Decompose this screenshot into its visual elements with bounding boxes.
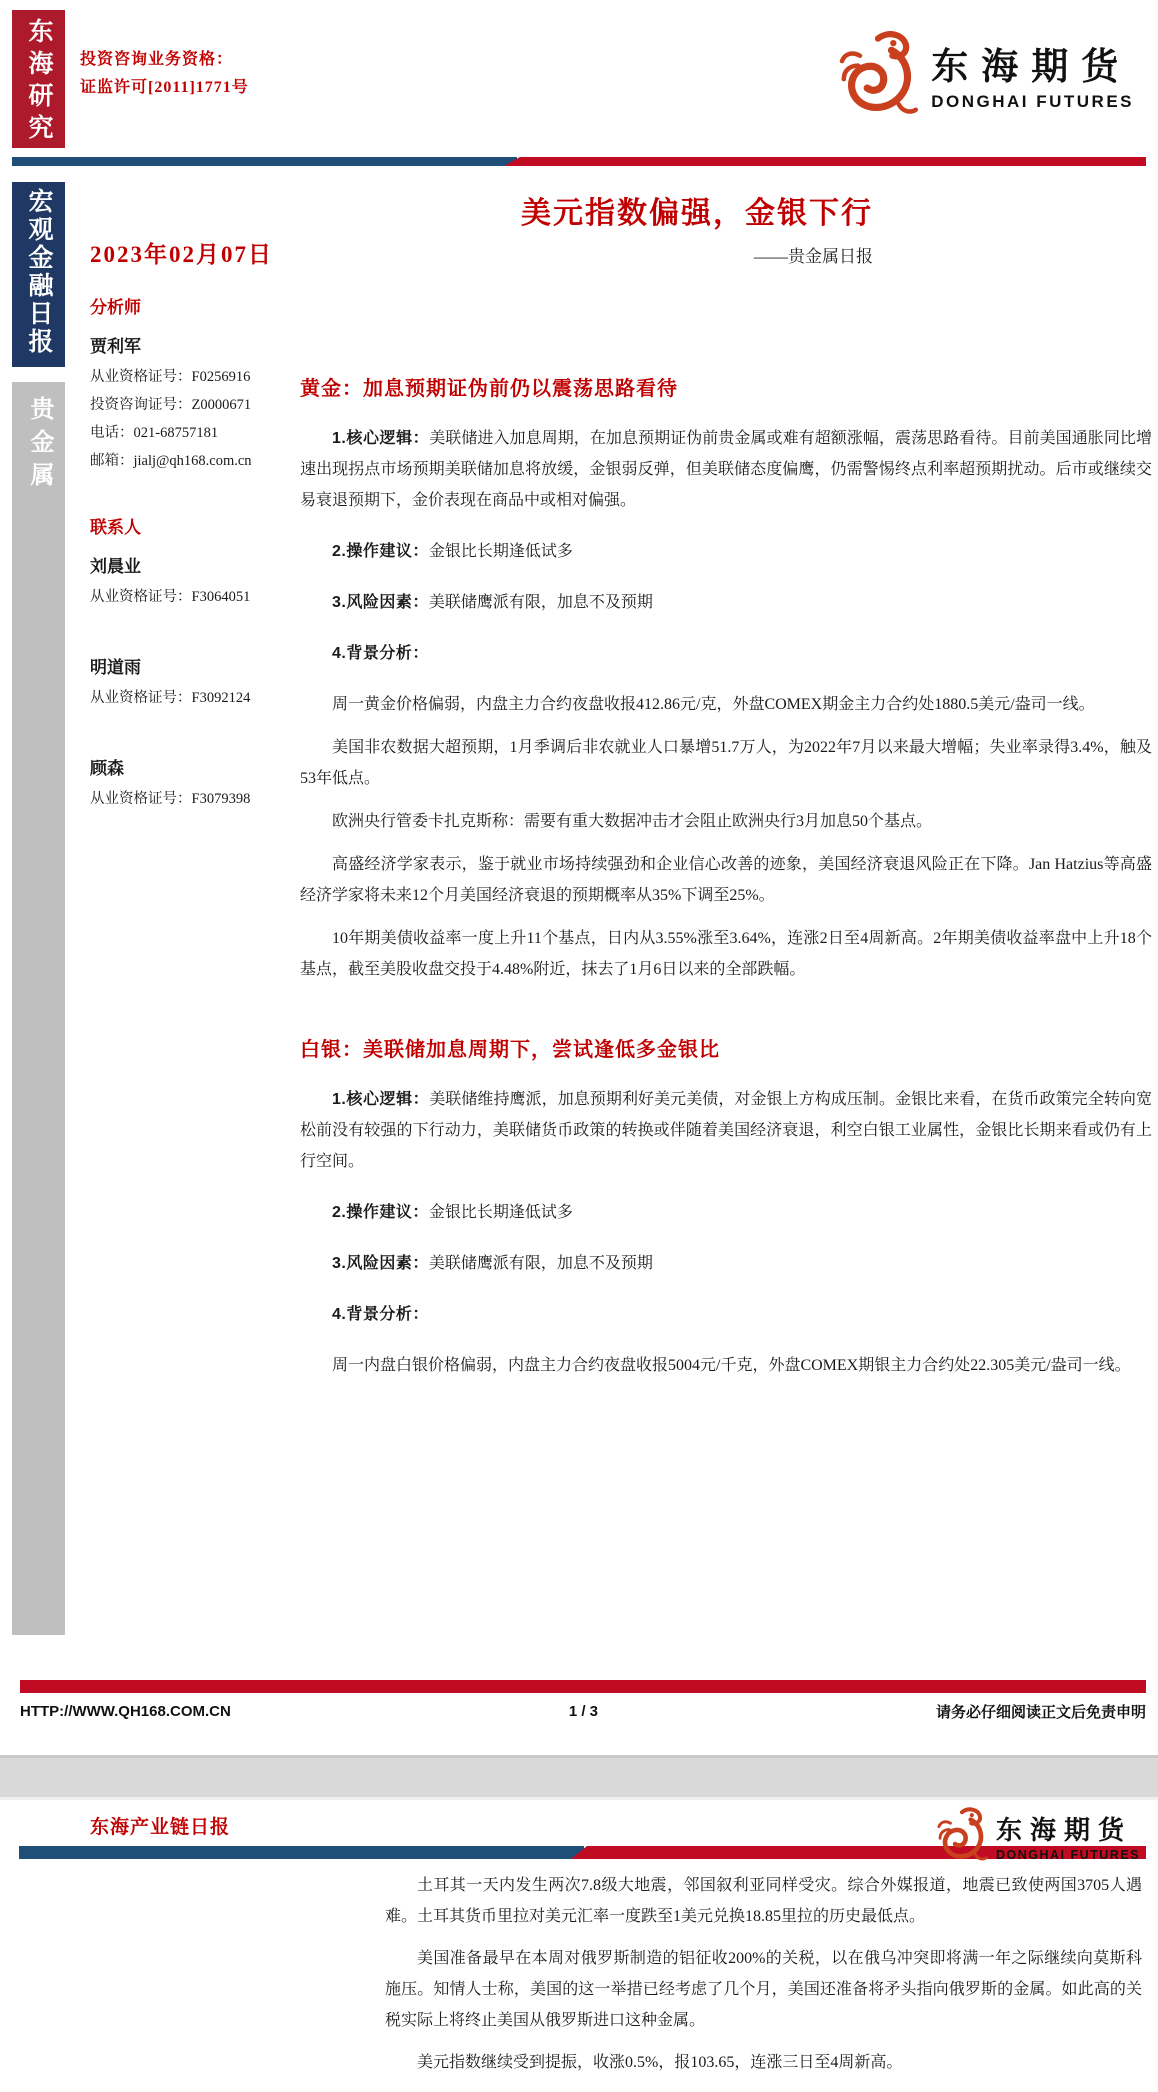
page2-header-title: 东海产业链日报 (90, 1817, 231, 1838)
page2-paragraph: 土耳其一天内发生两次7.8级大地震，邻国叙利亚同样受灾。综合外媒报道，地震已致使两国3705人遇难。土耳其货币里拉对美元汇率一度跌至1美元兑换18.85里拉的历史最低点。 (385, 1877, 1142, 1925)
gold-background-paragraph: 10年期美债收益率一度上升11个基点，日内从3.55%涨至3.64%，连涨2日至4周新高。2年期美债收益率盘中上升18个基点，截至美股收盘交投于4.48%附近，抹去了1月6日以来的全部跌幅。 (300, 930, 1152, 978)
gold-risk-text: 美联储鹰派有限，加息不及预期 (428, 594, 653, 611)
contact-cert: 从业资格证号：F3092124 (90, 690, 251, 706)
contact-entry (90, 653, 295, 712)
silver-background-paragraph: 周一内盘白银价格偏弱，内盘主力合约夜盘收报5004元/千克，外盘COMEX期银主力合约处22.305美元/盎司一线。 (332, 1357, 1131, 1374)
silver-advice (300, 1197, 1152, 1228)
silver-risk (300, 1248, 1152, 1279)
divider-blue-segment (12, 157, 517, 166)
report-type-side-banner: 宏观金融日报 (12, 182, 65, 367)
report-body (300, 372, 1152, 1393)
dragon-logo-icon (837, 26, 919, 121)
logo-company-name: 东海期货 (995, 1815, 1132, 1845)
footer-disclaimer-notice: 请务必仔细阅读正文后免责申明 (935, 1704, 1146, 1721)
page2-paragraph: 美国准备最早在本周对俄罗斯制造的铝征收200%的关税，以在俄乌冲突即将满一年之际继续向莫斯科施压。知情人士称，美国的这一举措已经考虑了几个月，美国还准备将矛头指向俄罗斯的金属。如此高的关税实际上将终止美国从俄罗斯进口这种金属。 (385, 1950, 1142, 2029)
qualification-line-1: 投资咨询业务资格： (80, 51, 234, 68)
silver-background-label: 4.背景分析： (332, 1306, 429, 1323)
analyst-email: 邮箱：jialj@qh168.com.cn (90, 453, 252, 469)
gold-advice-text: 金银比长期逢低试多 (428, 543, 573, 560)
company-logo (837, 26, 1134, 121)
analyst-cert: 从业资格证号：F0256916 (90, 369, 251, 385)
gold-advice-label: 2.操作建议： (332, 543, 429, 560)
title-block (521, 188, 873, 267)
logo-company-name-en: DONGHAI FUTURES (931, 91, 1134, 111)
logo-company-name: 东海期货 (931, 46, 1132, 88)
contact-entry (90, 754, 295, 813)
silver-core-logic-label: 1.核心逻辑： (332, 1091, 430, 1108)
qualification-text (80, 46, 249, 102)
divider-red-segment (504, 157, 1146, 166)
category-side-banner: 贵金属 (12, 382, 65, 1635)
logo-company-name-en: DONGHAI FUTURES (995, 1847, 1140, 1862)
silver-core-logic-text: 美联储维持鹰派，加息预期利好美元美债，对金银上方构成压制。金银比来看，在货币政策完全转向宽松前没有较强的下行动力，美联储货币政策的转换或伴随着美国经济衰退，利空白银工业属性，金银比长期来看或仍有上行空间。 (300, 1091, 1152, 1170)
gold-background-paragraph: 高盛经济学家表示，鉴于就业市场持续强劲和企业信心改善的迹象，美国经济衰退风险正在下降。Jan Hatzius等高盛经济学家将未来12个月美国经济衰退的预期概率从35%下调至25%。 (300, 856, 1152, 904)
page-number: 1 / 3 (568, 1703, 598, 1720)
analyst-name: 贾利军 (90, 337, 141, 356)
research-side-banner: 东海研究 (12, 10, 65, 148)
gold-background-label: 4.背景分析： (332, 645, 429, 662)
footer-website-url: HTTP://WWW.QH168.COM.CN (20, 1703, 231, 1720)
gold-background-paragraph: 周一黄金价格偏弱，内盘主力合约夜盘收报412.86元/克，外盘COMEX期金主力合约处1880.5美元/盎司一线。 (332, 696, 1095, 713)
contact-name: 顾森 (90, 759, 124, 778)
contact-entry (90, 552, 295, 611)
report-page-2 (0, 1800, 1158, 2092)
footer-row (20, 1701, 1146, 1722)
contact-cert: 从业资格证号：F3079398 (90, 791, 251, 807)
silver-risk-text: 美联储鹰派有限，加息不及预期 (428, 1255, 653, 1272)
report-title: 美元指数偏强，金银下行 (521, 197, 873, 230)
gold-section-heading: 黄金：加息预期证伪前仍以震荡思路看待 (300, 378, 678, 400)
analyst-label: 分析师 (90, 298, 141, 317)
gold-background-paragraph: 美国非农数据大超预期，1月季调后非农就业人口暴增51.7万人，为2022年7月以来最大增幅；失业率录得3.4%，触及53年低点。 (300, 739, 1152, 787)
analyst-phone: 电话：021-68757181 (90, 425, 219, 441)
contact-name: 明道雨 (90, 658, 141, 677)
page2-body (385, 1870, 1142, 2089)
silver-advice-text: 金银比长期逢低试多 (428, 1204, 573, 1221)
analyst-panel (90, 293, 295, 855)
qualification-line-2: 证监许可[2011]1771号 (80, 79, 249, 96)
gold-core-logic (300, 423, 1152, 516)
silver-core-logic (300, 1084, 1152, 1177)
contact-cert: 从业资格证号：F3064051 (90, 589, 251, 605)
report-date: 2023年02月07日 (90, 242, 273, 267)
header-divider (12, 157, 1146, 166)
page2-paragraph: 美元指数继续受到提振，收涨0.5%，报103.65，连涨三日至4周新高。 (417, 2054, 903, 2071)
divider-blue-segment (19, 1846, 584, 1859)
dragon-logo-icon (936, 1804, 988, 1867)
analyst-advisory-cert: 投资咨询证号：Z0000671 (90, 397, 252, 413)
gold-core-logic-label: 1.核心逻辑： (332, 430, 430, 447)
gold-risk-label: 3.风险因素： (332, 594, 429, 611)
gold-core-logic-text: 美联储进入加息周期，在加息预期证伪前贵金属或难有超额涨幅，震荡思路看待。目前美国通胀同比增速出现拐点市场预期美联储加息将放缓，金银弱反弹，但美联储态度偏鹰，仍需警惕终点利率超预期扰动。后市或继续交易衰退预期下，金价表现在商品中或相对偏强。 (300, 430, 1152, 509)
company-logo-small (936, 1804, 1140, 1867)
gold-advice (300, 536, 1152, 567)
contact-label: 联系人 (90, 518, 141, 537)
footer-bar (20, 1680, 1146, 1693)
silver-risk-label: 3.风险因素： (332, 1255, 429, 1272)
silver-section-heading: 白银：美联储加息周期下，尝试逢低多金银比 (300, 1039, 720, 1061)
report-subtitle: ——贵金属日报 (754, 247, 873, 266)
silver-advice-label: 2.操作建议： (332, 1204, 429, 1221)
gold-risk (300, 587, 1152, 618)
contact-name: 刘晨业 (90, 557, 141, 576)
page-separator (0, 1755, 1158, 1800)
gold-background-paragraph: 欧洲央行管委卡扎克斯称：需要有重大数据冲击才会阻止欧洲央行3月加息50个基点。 (332, 813, 933, 830)
